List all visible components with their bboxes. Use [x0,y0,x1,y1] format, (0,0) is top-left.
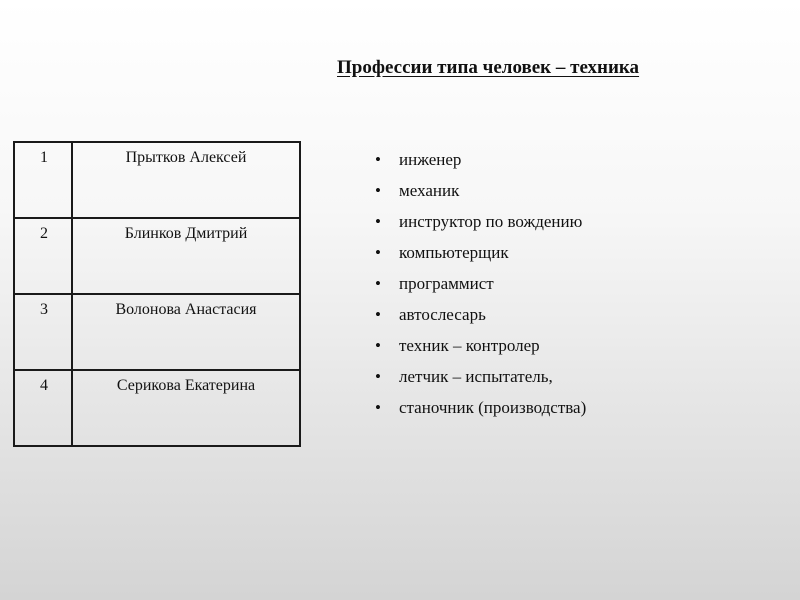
bullet-icon: • [375,367,381,386]
slide-title: Профессии типа человек – техника [337,57,640,78]
student-name: Прытков Алексей [72,142,300,218]
list-item [375,303,586,334]
professions-list [375,148,586,427]
bullet-icon: • [375,274,381,293]
student-number: 4 [14,370,72,446]
list-item [375,334,586,365]
profession-label: инструктор по вождению [399,212,583,231]
table-row [14,142,300,218]
profession-label: инженер [399,150,462,169]
list-item [375,179,586,210]
profession-label: техник – контролер [399,336,540,355]
table-row [14,294,300,370]
profession-label: автослесарь [399,305,486,324]
list-item [375,210,586,241]
student-number: 3 [14,294,72,370]
student-name: Волонова Анастасия [72,294,300,370]
student-name: Блинков Дмитрий [72,218,300,294]
bullet-icon: • [375,150,381,169]
bullet-icon: • [375,336,381,355]
list-item [375,272,586,303]
bullet-icon: • [375,243,381,262]
profession-label: летчик – испытатель, [399,367,553,386]
student-name: Серикова Екатерина [72,370,300,446]
profession-label: компьютерщик [399,243,509,262]
table-row [14,370,300,446]
bullet-icon: • [375,305,381,324]
profession-label: программист [399,274,494,293]
table-row [14,218,300,294]
bullet-icon: • [375,212,381,231]
list-item [375,241,586,272]
student-number: 2 [14,218,72,294]
list-item [375,396,586,427]
student-number: 1 [14,142,72,218]
bullet-icon: • [375,181,381,200]
list-item [375,148,586,179]
students-table [13,141,301,447]
profession-label: механик [399,181,460,200]
bullet-icon: • [375,398,381,417]
list-item [375,365,586,396]
profession-label: станочник (производства) [399,398,587,417]
